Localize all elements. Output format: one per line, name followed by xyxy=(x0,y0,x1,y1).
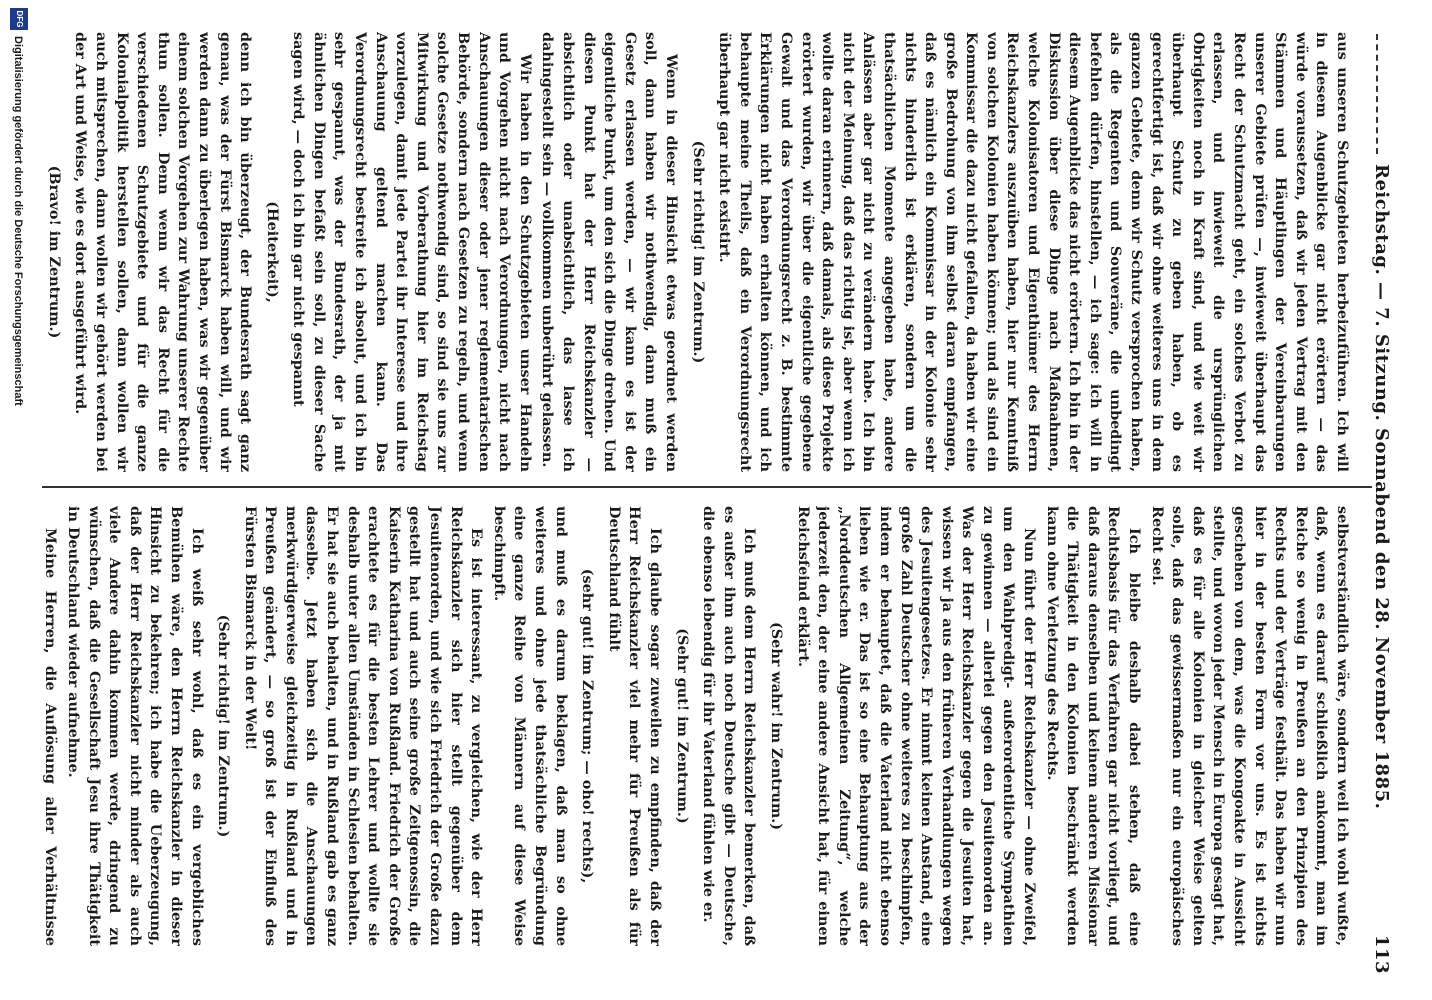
left-column xyxy=(42,32,1352,472)
paragraph: aus unseren Schutzgebieten herbeizuführen. Ich will in diesem Augenblicke gar nicht erörtern — das würde voraussetzen, daß wir jeden Vertrag mit den Stämmen und Häuptlingen der Vereinbarungen unserer Gebiete prüfen —, inwieweit überhaupt das Recht der Schutzmacht geht, ein solches Verbot zu erlassen, und inwieweit die ursprünglichen Obrigkeiten noch in Kraft sind, und wie weit wir überhaupt Schutz zu geben haben, ob es gerechtfertigt ist, daß wir ohne weiteres uns in dem ganzen Gebiete, denn wir Schutz versprochen haben, als die Regenten und Souveräne, die unbedingt befehlen dürfen, hinstellen, — ich sage: ich will in diesem Augenblicke das nicht erörtern. Ich bin in der Diskussion über diese Dinge nach Maßnahmen, welche Kolonisatoren und Eigenthümer des Herrn Reichskanzlers auszuüben haben, hier nur Kenntniß von solchen Kolonien haben können; und als sind ein Kommissar die dazu nicht gefallen, da haben wir eine große Bedrohung von ihm selbst daran empfangen, daß es nämlich ein Kommissar in der Kolonie sehr nichts hinderlich ist erklären, sondern um die thatsächlichen Momente angegeben habe, andere Anlässen aber gar nicht zu verändern habe. Ich bin nicht der Meinung, daß das richtig ist, aber wenn ich wollte daran erinnern, daß damals, als diese Projekte erörtert wurden, wir über die eigentliche gegebene Gewalt und das Verordnungsrecht z. B. bestimmte Erklärungen nicht haben erhalten können, und ich behaupte meine Theils, daß ein Verordnungsrecht überhaupt gar nicht existirt. xyxy=(716,32,1351,472)
paragraph: und muß es darum beklagen, daß man so ohne weiteres und ohne jede thatsächliche Begründung eine ganze Reihe von Männern auf diese Weise beschimpft. xyxy=(490,506,570,946)
remark: (Sehr gut! im Zentrum.) xyxy=(673,628,691,824)
remark: (sehr gut! im Zentrum; — oho! rechts), xyxy=(579,568,597,884)
remark: (Heiterkeit), xyxy=(263,201,281,303)
remark: (Sehr richtig! im Zentrum.) xyxy=(689,140,707,364)
remark: (Bravo! im Zentrum.) xyxy=(45,165,63,339)
column-divider xyxy=(42,486,1372,488)
digitization-credit: Digitalisierung gefördert durch die Deutsche Forschungsgemeinschaft xyxy=(12,36,24,406)
remark: (Sehr richtig! im Zentrum.) xyxy=(215,614,233,838)
paragraph: Wir haben in den Schutzgebieten unser Handeln und Vorgehen nicht nach Verordnungen, nicht nach Anschauungen dieser oder jener reglementarischen Behörde, sondern nach Gesetzen zu regeln, und wenn solche Gesetze nothwendig sind, so sind sie uns zur Mitwirkung und Vorberathung hier im Reichstag vorzulegen, damit jede Partei ihr Interesse und ihre Anschauung geltend machen kann. Das Verordnungsrecht bestreite ich absolut, und ich bin sehr gespannt, was der Bundesrath, der ja mit ähnlichen Dingen befaßt sein soll, zu dieser Sache sagen wird, — doch ich bin gar nicht gespannt xyxy=(290,32,534,472)
page-footer xyxy=(0,0,34,1000)
paragraph: denn ich bin überzeugt, der Bundesrath sagt ganz genau, was der Fürst Bismarck haben will, und wir werden dann zu überlegen haben, was wir gegenüber einem solchen Vorgehen zur Wahrung unserer Rechte thun sollen. Denn wenn wir das Recht für die verschiedenen Schutzgebiete und für die ganze Kolonialpolitik herstellen sollen, dann wollen wir auch mitsprechen, dann wollen wir gehört werden bei der Art und Weise, wie es dort ausgeführt wird. xyxy=(72,32,255,472)
page-number: 113 xyxy=(1371,934,1392,974)
paragraph: Nun führt der Herr Reichskanzler — ohne Zweifel, um den Wahlpredigt- außerordentliche Sympathien zu gewinnen — allerlei gegen den Jesuitenorden an. Was der Herr Reichskanzler gegen die Jesuiten hat, wissen wir ja aus den früheren Verhandlungen wegen des Jesuitengesetzes. Er nimmt keinen Anstand, eine große Zahl Deutscher ohne weiteres zu beschimpfen, indem er behauptet, daß die Vaterland nicht ebenso lieben wie er. Das ist so eine Behauptung aus der „Norddeutschen Allgemeinen Zeitung“, welche jederzeit den, der eine andere Ansicht hat, für einen Reichsfeind erklärt. xyxy=(794,506,1039,946)
paragraph: Es ist interessant, zu vergleichen, wie der Herr Reichskanzler sich hier stellt gegenüber dem Jesuitenorden, und wie sich Friedrich der Große dazu gestellt hat und auch seine große Zeitgenossin, die Kaiserin Katharina von Rußland. Friedrich der Große erachtete es für die besten Lehrer und wollte sie deshalb unter allen Umständen in Schlesien behalten. Er hat sie auch behalten, und in Rußland gab es ganz dasselbe. Jetzt haben sich die Anschauungen merkwürdigerweise gleichzeitig in Rußland und in Preußen geändert, — so groß ist der Einfluß des Fürsten Bismarck in der Welt! xyxy=(241,506,486,946)
paragraph: selbstverständlich wäre, sondern weil ich wohl wußte, daß, wenn es darauf schließlich ankommt, man im Reiche so wenig in Preußen an den Prinzipien des Rechts und der Verträge festhält. Das haben wir nun hier in der besten Form vor uns. Es ist nichts geschehen von dem, was die Kongoakte in Aussicht stellte, und wovon jeder Mensch in Europa gesagt hat, daß es für alle Kolonien in gleicher Weise gelten solle, daß das gewissermaßen nur ein europäisches Recht sei. xyxy=(1148,506,1351,946)
paragraph: Ich bleibe deshalb dabei stehen, daß eine Rechtsbasis für das Verfahren gar nicht vorliegt, und daß daraus denselben und keinem anderen Missionar die Thätigkeit in den Kolonien beschränkt werden kann ohne Verletzung des Rechts. xyxy=(1043,506,1144,946)
dfg-logo-icon: DFG xyxy=(10,8,28,30)
remark: (Sehr wahr! im Zentrum.) xyxy=(767,621,785,831)
header-title: Reichstag. — 7. Sitzung. Sonnabend den 28. November 1885. xyxy=(1371,164,1392,810)
paragraph: Wenn in dieser Hinsicht etwas geordnet werden soll, dann haben wir nothwendig, dann muß ein Gesetz erlassen werden, — wir kann es ist der eigentliche Punkt, um den sich die Dinge drehen. Und diesen Punkt hat der Herr Reichskanzler — absichtlich oder unabsichtlich, das lasse ich dahingestellt sein — vollkommen unberührt gelassen. xyxy=(539,32,680,472)
paragraph: Ich muß dem Herrn Reichskanzler bemerken, daß es außer ihm auch noch Deutsche gibt — Deutsche, die ebenso lebendig für ihr Vaterland fühlen wie er. xyxy=(700,506,759,946)
paragraph: Ich weiß sehr wohl, daß es ein vergebliches Bemühen wäre, den Herrn Reichskanzler in dieser Hinsicht zu bekehren; ich habe die Ueberzeugung, daß der Herr Reichskanzler nicht minder als auch viele Andere dahin kommen werde, dringend zu wünschen, daß die Gesellschaft Jesu ihre Thätigkeit in Deutschland wieder aufnehme. xyxy=(64,506,206,946)
right-column xyxy=(42,506,1352,946)
paragraph: Ich glaube sogar zuweilen zu empfinden, daß der Herr Reichskanzler viel mehr für Preußen als für Deutschland fühlt xyxy=(605,506,664,946)
header-rule xyxy=(1376,34,1378,154)
page-header xyxy=(1358,34,1392,974)
paragraph: Meine Herren, die Auflösung aller Verhältnisse xyxy=(42,528,60,946)
